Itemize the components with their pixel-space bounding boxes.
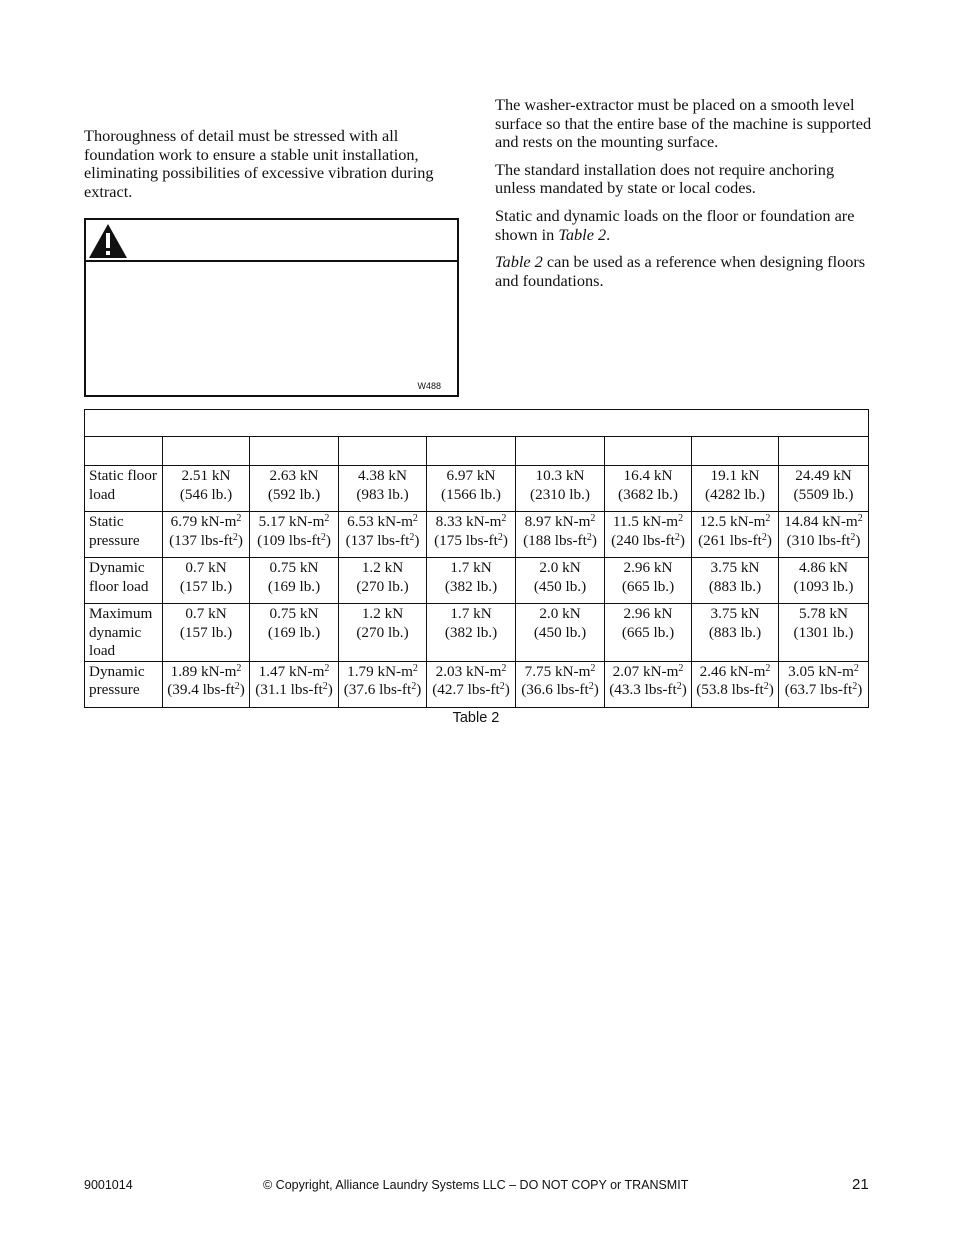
row-label-line: Maximum bbox=[89, 605, 153, 622]
metric-value: 6.53 kN-m bbox=[347, 513, 413, 530]
loads-paragraph bbox=[495, 207, 875, 244]
table-caption: Table 2 bbox=[452, 710, 500, 726]
imperial-value: (53.8 lbs-ft bbox=[696, 681, 764, 699]
warning-code: W488 bbox=[417, 381, 441, 391]
table-row bbox=[85, 661, 869, 707]
table-cell bbox=[163, 558, 250, 604]
metric-value: 2.96 kN bbox=[623, 605, 673, 622]
superscript: 2 bbox=[590, 513, 596, 524]
superscript: 2 bbox=[412, 662, 418, 674]
metric-value: 0.7 kN bbox=[185, 605, 227, 622]
table-cell bbox=[250, 558, 339, 604]
metric-value: 1.89 kN-m bbox=[170, 662, 237, 680]
table-title-row bbox=[85, 410, 869, 437]
table-row bbox=[85, 512, 869, 558]
superscript: 2 bbox=[236, 513, 242, 524]
metric-value: 8.97 kN-m bbox=[524, 513, 591, 530]
table-cell bbox=[779, 558, 869, 604]
table-cell bbox=[339, 604, 427, 662]
imperial-value: (240 lbs-ft bbox=[611, 531, 675, 549]
metric-value: 2.03 kN-m bbox=[435, 662, 502, 680]
metric-value: 4.86 kN bbox=[799, 559, 848, 576]
row-label-line: Dynamic bbox=[89, 662, 145, 680]
imperial-value: (43.3 lbs-ft bbox=[609, 681, 677, 699]
table-cell bbox=[605, 661, 692, 707]
superscript: 2 bbox=[236, 662, 242, 674]
superscript: 2 bbox=[501, 513, 507, 524]
imperial-value: (883 lb.) bbox=[708, 623, 762, 641]
metric-value: 5.78 kN bbox=[799, 605, 848, 622]
metric-value: 1.79 kN-m bbox=[347, 662, 413, 680]
close-paren: ) bbox=[416, 681, 422, 699]
imperial-value: (310 lbs-ft bbox=[786, 531, 851, 549]
foundation-intro-text: Thoroughness of detail must be stressed with all foundation work to ensure a stable unit installation, eliminating possibilities of excessive vibration during extract. bbox=[84, 126, 434, 201]
close-paren: ) bbox=[237, 531, 243, 549]
superscript: 2 bbox=[763, 681, 769, 693]
table-cell bbox=[339, 661, 427, 707]
table-cell bbox=[779, 604, 869, 662]
superscript: 2 bbox=[501, 662, 507, 674]
table-cell bbox=[250, 661, 339, 707]
imperial-value: (2310 lb.) bbox=[530, 485, 590, 503]
metric-value: 0.75 kN bbox=[269, 559, 319, 576]
close-paren: ) bbox=[593, 681, 599, 699]
row-label-line: pressure bbox=[89, 531, 140, 549]
close-paren: ) bbox=[679, 531, 685, 549]
metric-value: 24.49 kN bbox=[795, 467, 852, 484]
table-cell bbox=[163, 466, 250, 512]
superscript: 2 bbox=[850, 531, 856, 543]
metric-value: 2.46 kN-m bbox=[699, 662, 766, 680]
superscript: 2 bbox=[232, 531, 238, 543]
close-paren: ) bbox=[327, 681, 333, 699]
close-paren: ) bbox=[681, 681, 687, 699]
metric-value: 2.96 kN bbox=[623, 559, 673, 576]
page-number: 21 bbox=[852, 1176, 869, 1193]
superscript: 2 bbox=[674, 531, 680, 543]
warning-header bbox=[86, 220, 457, 262]
superscript: 2 bbox=[853, 662, 859, 674]
row-label bbox=[85, 466, 163, 512]
metric-value: 2.51 kN bbox=[181, 467, 231, 484]
imperial-value: (109 lbs-ft bbox=[257, 531, 321, 549]
imperial-value: (450 lb.) bbox=[533, 577, 587, 595]
table-cell bbox=[250, 466, 339, 512]
superscript: 2 bbox=[320, 531, 326, 543]
imperial-value: (4282 lb.) bbox=[705, 485, 765, 503]
floor-load-table bbox=[84, 409, 869, 708]
superscript: 2 bbox=[857, 513, 863, 524]
table-cell bbox=[427, 512, 516, 558]
metric-value: 1.2 kN bbox=[361, 605, 404, 622]
table-cell bbox=[692, 466, 779, 512]
table-cell bbox=[516, 661, 605, 707]
table-row bbox=[85, 466, 869, 512]
table-cell bbox=[605, 558, 692, 604]
metric-value: 0.7 kN bbox=[185, 559, 227, 576]
close-paren: ) bbox=[857, 681, 863, 699]
header-cell bbox=[85, 437, 163, 466]
anchoring-paragraph: The standard installation does not require anchoring unless mandated by state or local codes. bbox=[495, 159, 835, 198]
header-cell bbox=[250, 437, 339, 466]
warning-triangle-icon bbox=[87, 222, 129, 260]
table-cell bbox=[692, 604, 779, 662]
close-paren: ) bbox=[325, 531, 331, 549]
imperial-value: (157 lb.) bbox=[179, 577, 233, 595]
row-label-line: Dynamic bbox=[89, 559, 145, 576]
superscript: 2 bbox=[590, 662, 596, 674]
table-row bbox=[85, 558, 869, 604]
superscript: 2 bbox=[761, 531, 767, 543]
row-label bbox=[85, 604, 163, 662]
row-label bbox=[85, 512, 163, 558]
table-cell bbox=[692, 661, 779, 707]
imperial-value: (1093 lb.) bbox=[793, 577, 854, 595]
level-surface-paragraph: The washer-extractor must be placed on a smooth level surface so that the entire base of the machine is supported and rests on the mounting surface. bbox=[495, 95, 872, 152]
imperial-value: (169 lb.) bbox=[267, 623, 321, 641]
metric-value: 8.33 kN-m bbox=[435, 513, 502, 530]
imperial-value: (382 lb.) bbox=[444, 577, 498, 595]
table-cell bbox=[779, 512, 869, 558]
table-cell bbox=[163, 512, 250, 558]
table-cell bbox=[163, 661, 250, 707]
table-cell bbox=[427, 466, 516, 512]
superscript: 2 bbox=[765, 513, 771, 524]
imperial-value: (382 lb.) bbox=[444, 623, 498, 641]
header-cell bbox=[692, 437, 779, 466]
imperial-value: (31.1 lbs-ft bbox=[255, 681, 323, 699]
superscript: 2 bbox=[497, 531, 503, 543]
table-title-cell bbox=[85, 410, 869, 437]
loads-text-end: . bbox=[606, 224, 611, 244]
table-cell bbox=[250, 512, 339, 558]
imperial-value: (3682 lb.) bbox=[618, 485, 678, 503]
superscript: 2 bbox=[852, 681, 858, 693]
metric-value: 10.3 kN bbox=[535, 467, 585, 484]
metric-value: 1.47 kN-m bbox=[258, 662, 325, 680]
header-cell bbox=[339, 437, 427, 466]
metric-value: 2.0 kN bbox=[539, 605, 581, 622]
loads-text: Static and dynamic loads on the floor or foundation are shown in bbox=[495, 205, 855, 244]
header-cell bbox=[605, 437, 692, 466]
table-cell bbox=[516, 558, 605, 604]
installation-text-column bbox=[495, 96, 875, 299]
table-cell bbox=[427, 558, 516, 604]
imperial-value: (1566 lb.) bbox=[441, 485, 501, 503]
reference-text: can be used as a reference when designing floors and foundations. bbox=[495, 252, 866, 290]
metric-value: 2.63 kN bbox=[269, 467, 319, 484]
imperial-value: (665 lb.) bbox=[621, 623, 675, 641]
superscript: 2 bbox=[234, 681, 240, 693]
table-cell bbox=[163, 604, 250, 662]
imperial-value: (983 lb.) bbox=[356, 485, 409, 503]
metric-value: 6.97 kN bbox=[446, 467, 496, 484]
metric-value: 19.1 kN bbox=[710, 467, 760, 484]
superscript: 2 bbox=[499, 681, 505, 693]
imperial-value: (188 lbs-ft bbox=[523, 531, 587, 549]
superscript: 2 bbox=[322, 681, 328, 693]
superscript: 2 bbox=[586, 531, 592, 543]
table-cell bbox=[692, 558, 779, 604]
row-label-line: Static bbox=[89, 513, 124, 530]
table-cell bbox=[605, 466, 692, 512]
imperial-value: (37.6 lbs-ft bbox=[343, 681, 412, 699]
close-paren: ) bbox=[504, 681, 510, 699]
superscript: 2 bbox=[678, 662, 684, 674]
header-cell bbox=[427, 437, 516, 466]
metric-value: 1.2 kN bbox=[361, 559, 404, 576]
table-cell bbox=[516, 466, 605, 512]
table-cell bbox=[516, 604, 605, 662]
metric-value: 11.5 kN-m bbox=[612, 513, 679, 530]
table-cell bbox=[692, 512, 779, 558]
close-paren: ) bbox=[591, 531, 597, 549]
header-cell bbox=[163, 437, 250, 466]
metric-value: 3.75 kN bbox=[710, 605, 760, 622]
superscript: 2 bbox=[324, 513, 330, 524]
metric-value: 3.75 kN bbox=[710, 559, 760, 576]
superscript: 2 bbox=[412, 513, 418, 524]
imperial-value: (883 lb.) bbox=[708, 577, 762, 595]
copyright-notice: © Copyright, Alliance Laundry Systems LLC – DO NOT COPY or TRANSMIT bbox=[263, 1178, 689, 1192]
superscript: 2 bbox=[411, 681, 417, 693]
reference-paragraph bbox=[495, 253, 875, 290]
table-cell bbox=[779, 466, 869, 512]
imperial-value: (5509 lb.) bbox=[793, 485, 854, 503]
row-label bbox=[85, 661, 163, 707]
row-label bbox=[85, 558, 163, 604]
table-reference[interactable]: Table 2 bbox=[558, 224, 607, 244]
imperial-value: (546 lb.) bbox=[179, 485, 233, 503]
superscript: 2 bbox=[765, 662, 771, 674]
table-header-row bbox=[85, 437, 869, 466]
table-cell bbox=[605, 604, 692, 662]
metric-value: 1.7 kN bbox=[450, 605, 492, 622]
row-label-line: load bbox=[89, 485, 116, 503]
metric-value: 6.79 kN-m bbox=[170, 513, 237, 530]
superscript: 2 bbox=[678, 513, 684, 524]
imperial-value: (592 lb.) bbox=[267, 485, 321, 503]
close-paren: ) bbox=[414, 531, 420, 549]
imperial-value: (1301 lb.) bbox=[793, 623, 854, 641]
metric-value: 2.07 kN-m bbox=[612, 662, 679, 680]
row-label-line: load bbox=[89, 642, 116, 660]
row-label-line: floor load bbox=[89, 577, 149, 595]
document-number: 9001014 bbox=[84, 1178, 133, 1192]
metric-value: 4.38 kN bbox=[358, 467, 407, 484]
metric-value: 14.84 kN-m bbox=[784, 513, 858, 530]
table-cell bbox=[339, 466, 427, 512]
imperial-value: (36.6 lbs-ft bbox=[521, 681, 589, 699]
table-cell bbox=[427, 604, 516, 662]
metric-value: 16.4 kN bbox=[623, 467, 673, 484]
header-cell bbox=[516, 437, 605, 466]
metric-value: 0.75 kN bbox=[269, 605, 319, 622]
metric-value: 3.05 kN-m bbox=[788, 662, 854, 680]
table-cell bbox=[779, 661, 869, 707]
superscript: 2 bbox=[409, 531, 415, 543]
imperial-value: (270 lb.) bbox=[356, 623, 409, 641]
metric-value: 5.17 kN-m bbox=[258, 513, 325, 530]
imperial-value: (665 lb.) bbox=[621, 577, 675, 595]
table-cell bbox=[339, 558, 427, 604]
imperial-value: (450 lb.) bbox=[533, 623, 587, 641]
imperial-value: (169 lb.) bbox=[267, 577, 321, 595]
close-paren: ) bbox=[502, 531, 508, 549]
imperial-value: (137 lbs-ft bbox=[345, 531, 410, 549]
superscript: 2 bbox=[324, 662, 330, 674]
row-label-line: pressure bbox=[89, 681, 140, 699]
metric-value: 1.7 kN bbox=[450, 559, 492, 576]
metric-value: 7.75 kN-m bbox=[524, 662, 591, 680]
table-cell bbox=[250, 604, 339, 662]
table-reference[interactable]: Table 2 bbox=[495, 252, 543, 272]
row-label-line: dynamic bbox=[89, 623, 142, 641]
metric-value: 12.5 kN-m bbox=[699, 513, 766, 530]
imperial-value: (39.4 lbs-ft bbox=[167, 681, 235, 699]
imperial-value: (261 lbs-ft bbox=[698, 531, 762, 549]
table-row bbox=[85, 604, 869, 662]
superscript: 2 bbox=[588, 681, 594, 693]
imperial-value: (137 lbs-ft bbox=[169, 531, 233, 549]
header-cell bbox=[779, 437, 869, 466]
table-cell bbox=[427, 661, 516, 707]
close-paren: ) bbox=[855, 531, 861, 549]
close-paren: ) bbox=[768, 681, 774, 699]
imperial-value: (157 lb.) bbox=[179, 623, 233, 641]
warning-box bbox=[84, 218, 459, 397]
imperial-value: (270 lb.) bbox=[356, 577, 409, 595]
superscript: 2 bbox=[676, 681, 682, 693]
imperial-value: (63.7 lbs-ft bbox=[784, 681, 853, 699]
metric-value: 2.0 kN bbox=[539, 559, 581, 576]
imperial-value: (175 lbs-ft bbox=[434, 531, 498, 549]
imperial-value: (42.7 lbs-ft bbox=[432, 681, 500, 699]
close-paren: ) bbox=[239, 681, 245, 699]
row-label-line: Static floor bbox=[89, 467, 157, 484]
table-cell bbox=[339, 512, 427, 558]
table-cell bbox=[605, 512, 692, 558]
table-cell bbox=[516, 512, 605, 558]
close-paren: ) bbox=[766, 531, 772, 549]
